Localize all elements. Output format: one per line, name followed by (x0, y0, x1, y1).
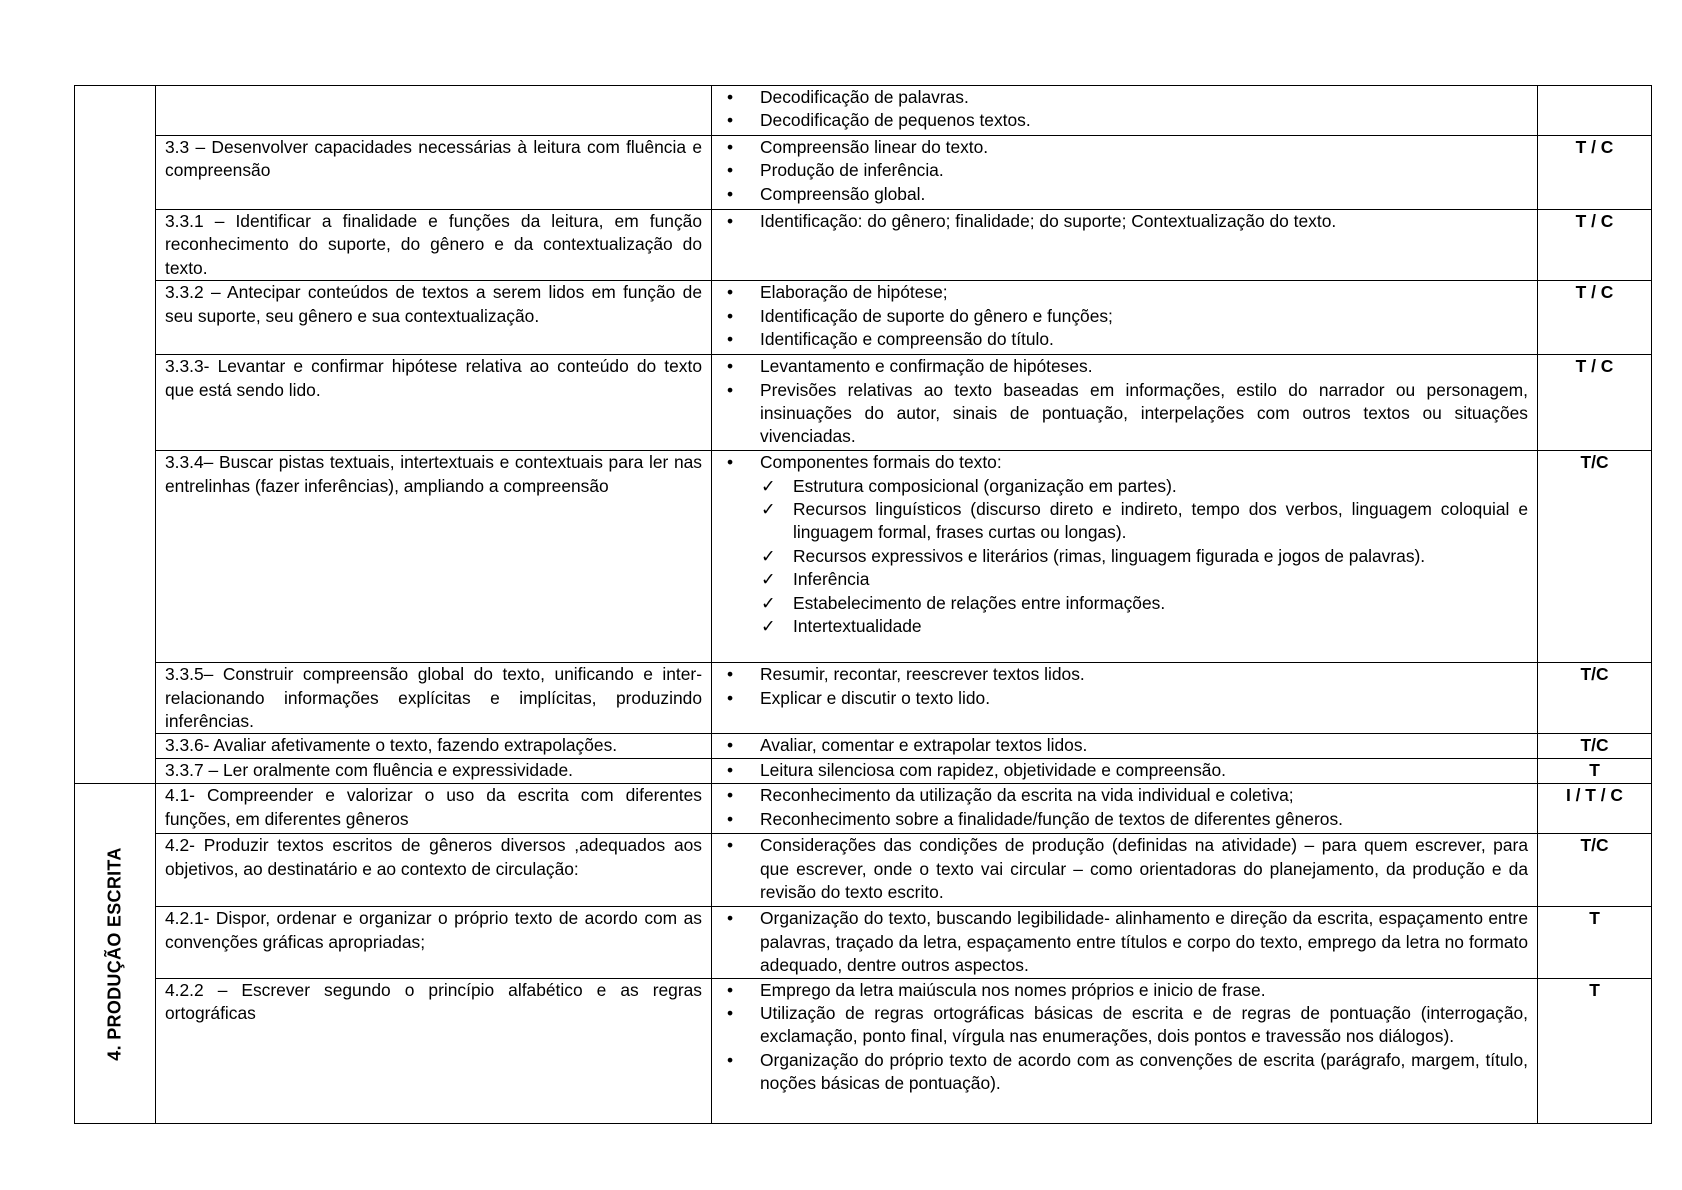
list-item: • Decodificação de pequenos textos. (721, 109, 1528, 132)
check-item: ✓ Estabelecimento de relações entre informações. (721, 592, 1528, 615)
contents-cell (712, 784, 1538, 834)
code-cell: T/C (1538, 834, 1652, 907)
area-cell-reading (75, 86, 156, 784)
objective-cell: 4.2.2 – Escrever segundo o princípio alfabético e as regras ortográficas (156, 978, 712, 1123)
table-row (75, 784, 1652, 834)
list-item: • Considerações das condições de produção (definidas na atividade) – para quem escrever, para que escrever, onde o texto vai circular – como orientadoras do planejamento, da produção e da revisão do texto escrito. (721, 834, 1528, 904)
objective-cell: 3.3.7 – Ler oralmente com fluência e expressividade. (156, 759, 712, 784)
contents-cell (712, 663, 1538, 734)
contents-cell (712, 281, 1538, 355)
code-cell: T (1538, 907, 1652, 978)
contents-cell (712, 734, 1538, 759)
list-item: • Leitura silenciosa com rapidez, objetividade e compreensão. (721, 759, 1528, 782)
table-row (75, 759, 1652, 784)
list-item: • Avaliar, comentar e extrapolar textos lidos. (721, 734, 1528, 757)
objective-cell: 3.3.6- Avaliar afetivamente o texto, fazendo extrapolações. (156, 734, 712, 759)
table-row (75, 210, 1652, 281)
objective-cell: 4.1- Compreender e valorizar o uso da escrita com diferentes funções, em diferentes gêneros (156, 784, 712, 834)
code-cell: T / C (1538, 281, 1652, 355)
code-cell: T (1538, 759, 1652, 784)
table-row (75, 663, 1652, 734)
objective-cell: 3.3.3- Levantar e confirmar hipótese relativa ao conteúdo do texto que está sendo lido. (156, 355, 712, 451)
table-row (75, 355, 1652, 451)
code-cell: T (1538, 978, 1652, 1123)
list-item: • Produção de inferência. (721, 159, 1528, 182)
contents-cell (712, 86, 1538, 136)
contents-cell (712, 907, 1538, 978)
table-row (75, 86, 1652, 136)
table-row (75, 907, 1652, 978)
objective-cell: 3.3.2 – Antecipar conteúdos de textos a serem lidos em função de seu suporte, seu gênero e sua contextualização. (156, 281, 712, 355)
code-cell: I / T / C (1538, 784, 1652, 834)
list-item: • Levantamento e confirmação de hipóteses. (721, 355, 1528, 378)
list-item: • Emprego da letra maiúscula nos nomes próprios e inicio de frase. (721, 979, 1528, 1002)
objective-cell (156, 86, 712, 136)
curriculum-table (74, 85, 1652, 1124)
objective-cell: 3.3.1 – Identificar a finalidade e funções da leitura, em função reconhecimento do suporte, do gênero e da contextualização do texto. (156, 210, 712, 281)
table-row (75, 281, 1652, 355)
list-item: • Elaboração de hipótese; (721, 281, 1528, 304)
list-item: • Resumir, recontar, reescrever textos lidos. (721, 663, 1528, 686)
code-cell: T / C (1538, 136, 1652, 210)
objective-cell: 3.3.4– Buscar pistas textuais, intertextuais e contextuais para ler nas entrelinhas (fazer inferências), ampliando a compreensão (156, 451, 712, 663)
list-item: • Identificação e compreensão do título. (721, 328, 1528, 351)
list-item: • Componentes formais do texto: (721, 451, 1528, 474)
check-item: ✓ Recursos expressivos e literários (rimas, linguagem figurada e jogos de palavras). (721, 545, 1528, 568)
contents-cell (712, 136, 1538, 210)
table-row (75, 978, 1652, 1123)
table-row (75, 734, 1652, 759)
list-item: • Organização do texto, buscando legibilidade- alinhamento e direção da escrita, espaçamento entre palavras, traçado da letra, espaçamento entre títulos e corpo do texto, emprego da letra no formato adequado, dentre outros aspectos. (721, 907, 1528, 977)
area-cell-writing (75, 784, 156, 1123)
list-item: • Reconhecimento sobre a finalidade/função de textos de diferentes gêneros. (721, 808, 1528, 831)
check-item: ✓ Recursos linguísticos (discurso direto e indireto, tempo dos verbos, linguagem coloquial e linguagem formal, frases curtas ou longas). (721, 498, 1528, 545)
list-item: • Identificação de suporte do gênero e funções; (721, 305, 1528, 328)
section-title: 4. PRODUÇÃO ESCRITA (104, 846, 125, 1061)
list-item: • Utilização de regras ortográficas básicas de escrita e de regras de pontuação (interrogação, exclamação, ponto final, vírgula nas enumerações, dois pontos e travessão nos diálogos). (721, 1002, 1528, 1049)
list-item: • Organização do próprio texto de acordo com as convenções de escrita (parágrafo, margem, título, noções básicas de pontuação). (721, 1049, 1528, 1096)
list-item: • Compreensão linear do texto. (721, 136, 1528, 159)
check-item: ✓ Inferência (721, 568, 1528, 591)
table-row (75, 136, 1652, 210)
code-cell: T/C (1538, 451, 1652, 663)
contents-cell (712, 210, 1538, 281)
code-cell (1538, 86, 1652, 136)
list-item: • Compreensão global. (721, 183, 1528, 206)
code-cell: T/C (1538, 734, 1652, 759)
list-item: • Decodificação de palavras. (721, 86, 1528, 109)
contents-cell (712, 978, 1538, 1123)
objective-cell: 3.3 – Desenvolver capacidades necessárias à leitura com fluência e compreensão (156, 136, 712, 210)
table-row (75, 451, 1652, 663)
code-cell: T / C (1538, 355, 1652, 451)
check-item: ✓ Estrutura composicional (organização em partes). (721, 475, 1528, 498)
check-item: ✓ Intertextualidade (721, 615, 1528, 638)
objective-cell: 4.2.1- Dispor, ordenar e organizar o próprio texto de acordo com as convenções gráficas apropriadas; (156, 907, 712, 978)
objective-cell: 3.3.5– Construir compreensão global do texto, unificando e inter-relacionando informações explícitas e implícitas, produzindo inferências. (156, 663, 712, 734)
contents-cell (712, 834, 1538, 907)
list-item: • Reconhecimento da utilização da escrita na vida individual e coletiva; (721, 784, 1528, 807)
contents-cell (712, 355, 1538, 451)
list-item: • Previsões relativas ao texto baseadas em informações, estilo do narrador ou personagem, insinuações do autor, sinais de pontuação, interpelações com outros textos ou situações vivenciadas. (721, 379, 1528, 449)
table-row (75, 834, 1652, 907)
contents-cell (712, 759, 1538, 784)
objective-cell: 4.2- Produzir textos escritos de gêneros diversos ,adequados aos objetivos, ao destinatário e ao contexto de circulação: (156, 834, 712, 907)
code-cell: T / C (1538, 210, 1652, 281)
contents-cell (712, 451, 1538, 663)
curriculum-page (74, 85, 1651, 1124)
list-item: • Identificação: do gênero; finalidade; do suporte; Contextualização do texto. (721, 210, 1528, 233)
code-cell: T/C (1538, 663, 1652, 734)
list-item: • Explicar e discutir o texto lido. (721, 687, 1528, 710)
